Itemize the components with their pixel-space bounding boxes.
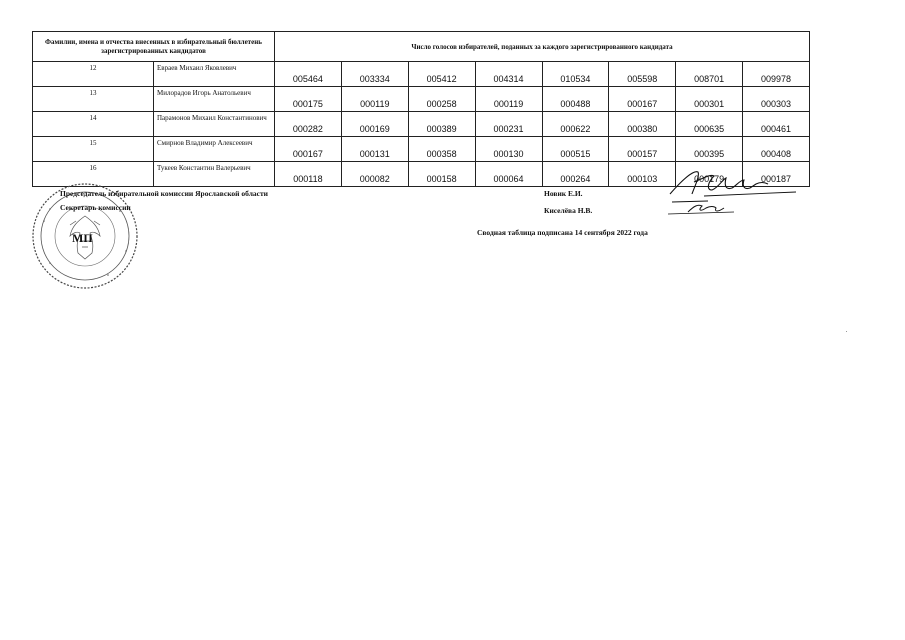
vote-count-cell: 009978 <box>743 62 810 87</box>
vote-count-cell: 000380 <box>609 112 676 137</box>
secretary-signature <box>668 198 736 216</box>
vote-count-cell: 000175 <box>275 87 342 112</box>
vote-count-cell: 000461 <box>743 112 810 137</box>
chair-title: Председатель избирательной комиссии Ярославской области <box>60 189 268 198</box>
vote-count-cell: 000515 <box>542 137 609 162</box>
vote-count-cell: 000282 <box>275 112 342 137</box>
vote-count-cell: 000179 <box>676 162 743 187</box>
row-number: 13 <box>33 87 154 112</box>
table-row <box>33 87 810 112</box>
vote-count-cell: 000258 <box>408 87 475 112</box>
vote-count-cell: 000358 <box>408 137 475 162</box>
chair-name: Новик Е.И. <box>544 189 583 198</box>
row-number: 14 <box>33 112 154 137</box>
candidate-name: Смирнов Владимир Алексеевич <box>154 137 275 162</box>
vote-count-cell: 000119 <box>475 87 542 112</box>
vote-count-cell: 000488 <box>542 87 609 112</box>
candidate-name: Тукеев Константин Валерьевич <box>154 162 275 187</box>
table-row <box>33 62 810 87</box>
table-row <box>33 137 810 162</box>
table-row <box>33 112 810 137</box>
results-table <box>32 31 810 187</box>
vote-count-cell: 005598 <box>609 62 676 87</box>
signed-date-note: Сводная таблица подписана 14 сентября 2022 года <box>477 228 648 237</box>
vote-count-cell: 008701 <box>676 62 743 87</box>
vote-count-cell: 000167 <box>609 87 676 112</box>
vote-count-cell: 000131 <box>341 137 408 162</box>
vote-count-cell: 005464 <box>275 62 342 87</box>
row-number: 15 <box>33 137 154 162</box>
vote-count-cell: 000082 <box>341 162 408 187</box>
vote-count-cell: 000408 <box>743 137 810 162</box>
vote-count-cell: 000395 <box>676 137 743 162</box>
row-number: 16 <box>33 162 154 187</box>
candidate-name: Евраев Михаил Яковлевич <box>154 62 275 87</box>
chair-signature <box>664 168 796 198</box>
vote-count-cell: 000064 <box>475 162 542 187</box>
vote-count-cell: 000303 <box>743 87 810 112</box>
vote-count-cell: 000167 <box>275 137 342 162</box>
secretary-name: Киселёва Н.В. <box>544 206 593 215</box>
scan-speck <box>846 331 847 332</box>
vote-count-cell: 000635 <box>676 112 743 137</box>
vote-count-cell: 000231 <box>475 112 542 137</box>
vote-count-cell: 000264 <box>542 162 609 187</box>
candidate-name: Парамонов Михаил Константинович <box>154 112 275 137</box>
candidate-name: Милорадов Игорь Анатольевич <box>154 87 275 112</box>
vote-count-cell: 000169 <box>341 112 408 137</box>
vote-count-cell: 000389 <box>408 112 475 137</box>
secretary-title: Секретарь комиссии <box>60 203 131 212</box>
vote-count-cell: 004314 <box>475 62 542 87</box>
table-header-row <box>33 32 810 62</box>
vote-count-cell: 010534 <box>542 62 609 87</box>
vote-count-cell: 000301 <box>676 87 743 112</box>
vote-count-cell: 000119 <box>341 87 408 112</box>
vote-count-cell: 000103 <box>609 162 676 187</box>
vote-count-cell: 000157 <box>609 137 676 162</box>
vote-count-cell: 000158 <box>408 162 475 187</box>
vote-count-cell: 003334 <box>341 62 408 87</box>
vote-count-cell: 005412 <box>408 62 475 87</box>
vote-count-cell: 000130 <box>475 137 542 162</box>
vote-count-cell: 000118 <box>275 162 342 187</box>
row-number: 12 <box>33 62 154 87</box>
vote-count-cell: 000622 <box>542 112 609 137</box>
stamp-mp-label: МП <box>72 231 93 245</box>
header-votes: Число голосов избирателей, поданных за каждого зарегистрированного кандидата <box>275 32 810 62</box>
vote-count-cell: 000187 <box>743 162 810 187</box>
header-candidates: Фамилии, имена и отчества внесенных в избирательный бюллетень зарегистрированных кандидатов <box>33 32 275 62</box>
